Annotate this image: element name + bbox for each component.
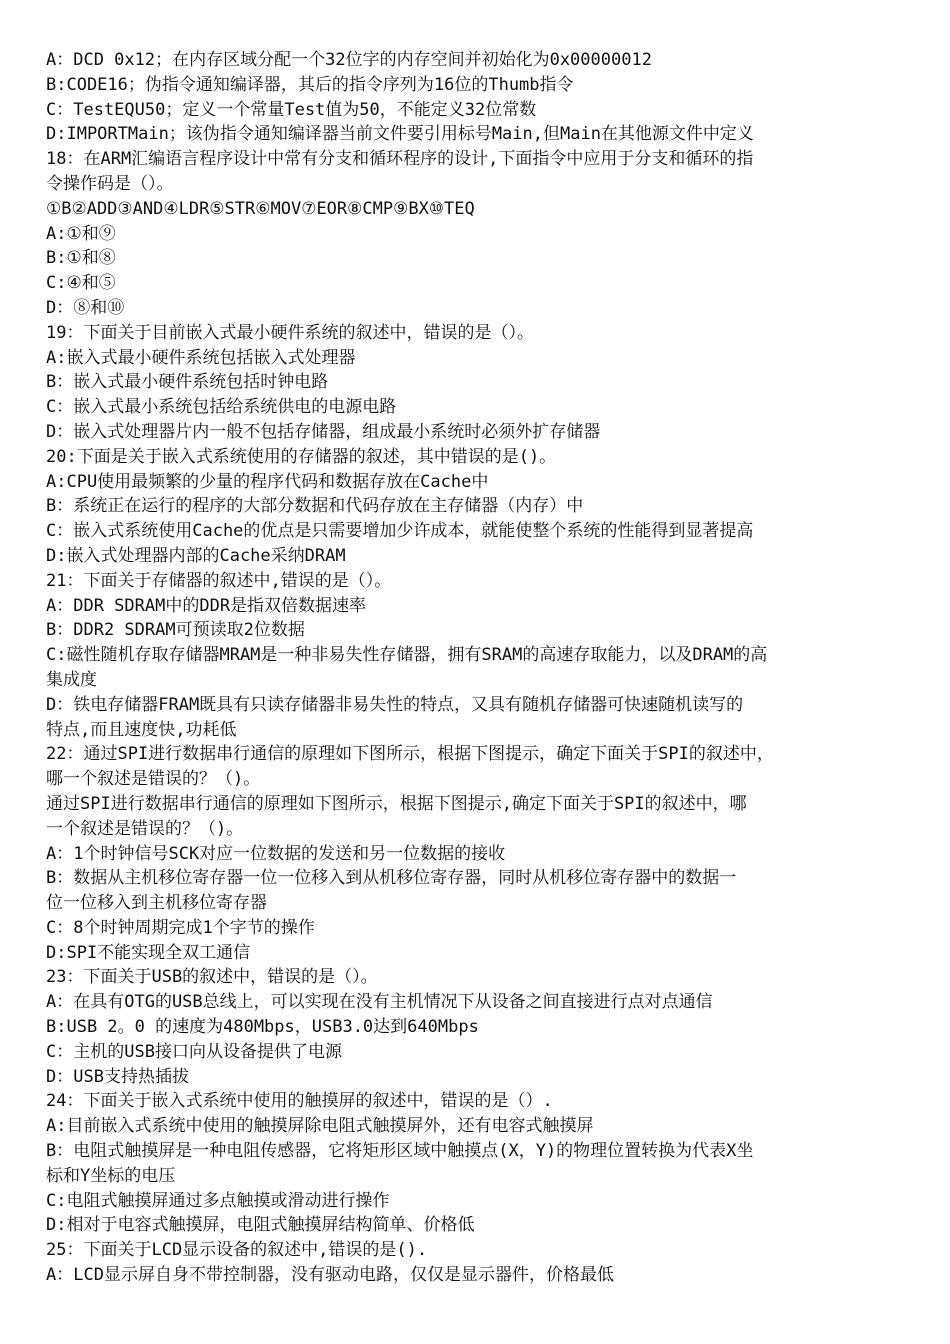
question-22: 22：通过SPI进行数据串行通信的原理如下图所示，根据下图提示，确定下面关于SPI的叙述中，	[46, 744, 774, 765]
text-line: 位一位移入到主机移位寄存器	[46, 893, 267, 914]
option-d: D：嵌入式处理器片内一般不包括存储器，组成最小系统时必须外扩存储器	[46, 421, 601, 442]
document-page	[46, 48, 912, 1288]
option-a: A：1个时钟信号SCK对应一位数据的发送和另一位数据的接收	[46, 843, 506, 864]
option-a: A:CPU使用最频繁的少量的程序代码和数据存放在Cache中	[46, 471, 489, 492]
option-d: D：铁电存储器FRAM既具有只读存储器非易失性的特点，又具有随机存储器可快速随机读写的	[46, 694, 744, 715]
text-line: ①B②ADD③AND④LDR⑤STR⑥MOV⑦EOR⑧CMP⑨BX⑩TEQ	[46, 198, 475, 219]
question-19: 19：下面关于目前嵌入式最小硬件系统的叙述中，错误的是（）。	[46, 322, 534, 343]
option-a: A:嵌入式最小硬件系统包括嵌入式处理器	[46, 347, 356, 368]
option-c: C：嵌入式系统使用Cache的优点是只需要增加少许成本，就能使整个系统的性能得到显著提高	[46, 521, 754, 542]
question-21: 21：下面关于存储器的叙述中,错误的是（）。	[46, 570, 392, 591]
option-d: D：⑧和⑩	[46, 297, 125, 318]
option-b: B：DDR2 SDRAM可预读取2位数据	[46, 620, 305, 641]
option-d: D：USB支持热插拔	[46, 1066, 189, 1087]
option-b: B：系统正在运行的程序的大部分数据和代码存放在主存储器（内存）中	[46, 496, 584, 517]
option-b: B：嵌入式最小硬件系统包括时钟电路	[46, 372, 329, 393]
question-23: 23：下面关于USB的叙述中，错误的是（）。	[46, 967, 378, 988]
text-line: 哪一个叙述是错误的？（)。	[46, 769, 261, 790]
option-a: A：DDR SDRAM中的DDR是指双倍数据速率	[46, 595, 367, 616]
question-24: 24：下面关于嵌入式系统中使用的触摸屏的叙述中，错误的是（）.	[46, 1091, 553, 1112]
option-d: D:SPI不能实现全双工通信	[46, 942, 251, 963]
question-20: 20:下面是关于嵌入式系统使用的存储器的叙述，其中错误的是()。	[46, 446, 557, 467]
text-line: A：DCD 0x12；在内存区域分配一个32位字的内存空间并初始化为0x00000012	[46, 50, 652, 70]
option-a: A:①和⑨	[46, 223, 116, 244]
text-line: 集成度	[46, 669, 97, 690]
question-25: 25：下面关于LCD显示设备的叙述中,错误的是().	[46, 1240, 428, 1261]
option-d: D:相对于电容式触摸屏，电阻式触摸屏结构简单、价格低	[46, 1215, 475, 1236]
text-line: B:CODE16；伪指令通知编译器，其后的指令序列为16位的Thumb指令	[46, 74, 574, 95]
option-b: B：电阻式触摸屏是一种电阻传感器，它将矩形区域中触摸点(X，Y)的物理位置转换为代表X坐	[46, 1141, 754, 1162]
text-line: 一个叙述是错误的？（)。	[46, 818, 244, 839]
option-a: A：在具有OTG的USB总线上，可以实现在没有主机情况下从设备之间直接进行点对点通信	[46, 992, 713, 1013]
question-18: 18：在ARM汇编语言程序设计中常有分支和循环程序的设计,下面指令中应用于分支和循环的指	[46, 149, 754, 170]
text-line: 令操作码是（）。	[46, 173, 174, 194]
option-b: B:USB 2。0 的速度为480Mbps，USB3.0达到640Mbps	[46, 1017, 479, 1038]
option-b: B：数据从主机移位寄存器一位一位移入到从机移位寄存器，同时从机移位寄存器中的数据一	[46, 868, 737, 889]
option-c: C:④和⑤	[46, 273, 116, 294]
option-c: C：主机的USB接口向从设备提供了电源	[46, 1041, 342, 1062]
option-b: B:①和⑧	[46, 248, 116, 269]
option-d: D:嵌入式处理器内部的Cache采纳DRAM	[46, 545, 346, 566]
option-a: A：LCD显示屏自身不带控制器，没有驱动电路，仅仅是显示器件，价格最低	[46, 1265, 614, 1286]
option-c: C：嵌入式最小系统包括给系统供电的电源电路	[46, 397, 397, 418]
option-a: A:目前嵌入式系统中使用的触摸屏除电阻式触摸屏外，还有电容式触摸屏	[46, 1116, 594, 1137]
option-c: C:电阻式触摸屏通过多点触摸或滑动进行操作	[46, 1190, 390, 1211]
text-line: 特点,而且速度快,功耗低	[46, 719, 237, 740]
text-line: D:IMPORTMain；该伪指令通知编译器当前文件要引用标号Main,但Main在其他源文件中定义	[46, 124, 754, 145]
text-line: 标和Y坐标的电压	[46, 1165, 176, 1186]
text-line: 通过SPI进行数据串行通信的原理如下图所示，根据下图提示,确定下面关于SPI的叙述中，哪	[46, 793, 747, 814]
option-c: C：8个时钟周期完成1个字节的操作	[46, 917, 315, 938]
text-line: C：TestEQU50；定义一个常量Test值为50，不能定义32位常数	[46, 99, 537, 120]
option-c: C:磁性随机存取存储器MRAM是一种非易失性存储器，拥有SRAM的高速存取能力，以及DRAM的高	[46, 645, 768, 666]
